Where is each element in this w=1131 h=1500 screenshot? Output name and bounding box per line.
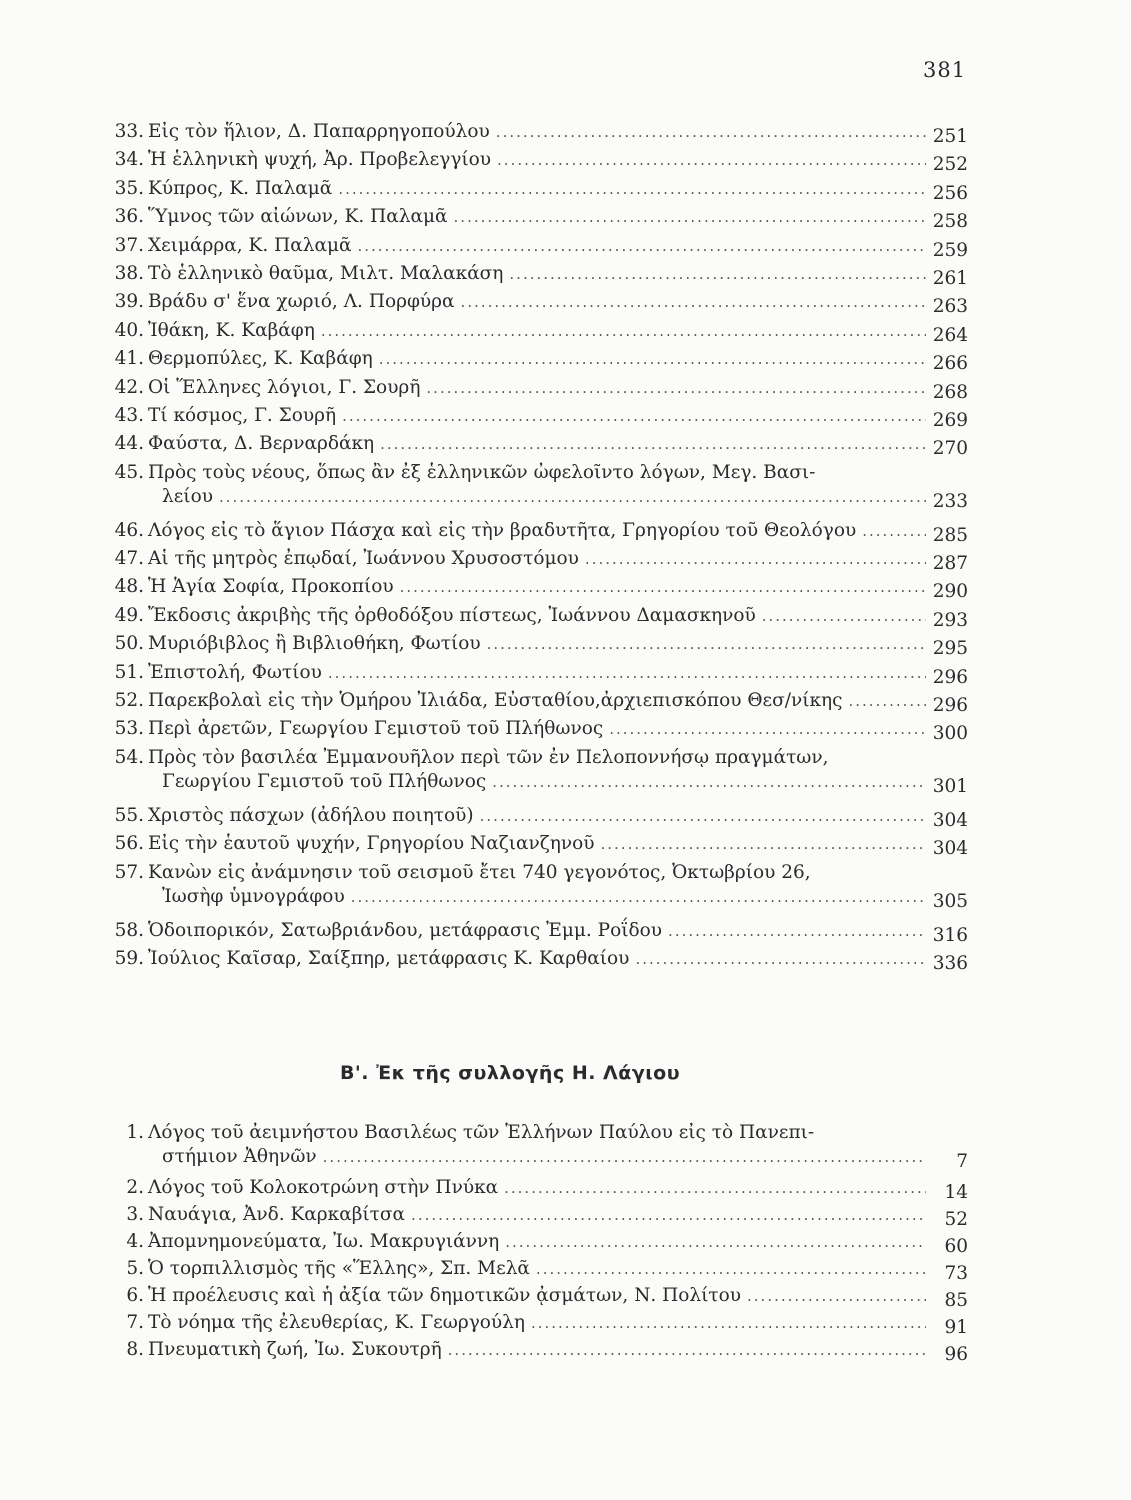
entry-page: 14 — [944, 1182, 968, 1203]
entry-title: Αἱ τῆς μητρὸς ἐπῳδαί, Ἰωάννου Χρυσοστόμου — [148, 548, 579, 570]
dot-leader — [505, 1230, 926, 1254]
dot-leader — [461, 290, 926, 314]
entry-page: 60 — [944, 1236, 968, 1257]
dot-leader — [380, 432, 926, 456]
entry-page: 293 — [932, 609, 968, 631]
dot-leader — [585, 547, 926, 571]
toc-entry — [104, 1311, 968, 1338]
toc-entry — [104, 661, 968, 689]
dot-leader — [536, 1257, 926, 1281]
entry-number: 2. — [126, 1177, 144, 1198]
entry-number: 48. — [114, 576, 144, 598]
toc-entry — [104, 919, 968, 947]
dot-leader — [323, 1145, 926, 1169]
dot-leader — [351, 885, 926, 909]
entry-title: Ἔκδοσις ἀκριβὴς τῆς ὀρθοδόξου πίστεως, Ἰωάννου Δαμασκηνοῦ — [148, 604, 756, 626]
dot-leader — [496, 120, 926, 144]
entry-number: 36. — [114, 206, 144, 228]
entry-number: 40. — [114, 319, 144, 341]
toc-entry — [104, 1230, 968, 1257]
entry-page: 52 — [944, 1209, 968, 1230]
toc-entry — [104, 1257, 968, 1284]
toc-entry — [104, 290, 968, 318]
dot-leader — [480, 804, 926, 828]
toc-entry — [104, 262, 968, 290]
entry-page: 316 — [932, 924, 968, 946]
entry-number: 56. — [114, 833, 144, 855]
entry-title: Τὸ ἑλληνικὸ θαῦμα, Μιλτ. Μαλακάση — [148, 262, 504, 284]
dot-leader — [357, 234, 926, 258]
toc-entry — [104, 632, 968, 660]
entry-page: 261 — [932, 267, 968, 289]
entry-page: 269 — [932, 409, 968, 431]
table-of-contents-b — [104, 1121, 968, 1365]
entry-number: 55. — [114, 804, 144, 826]
entry-page: 295 — [932, 638, 968, 660]
entry-title: Πνευματικὴ ζωή, Ἰω. Συκουτρῆ — [148, 1339, 442, 1360]
entry-number: 57. — [114, 861, 144, 883]
toc-entry — [104, 234, 968, 262]
dot-leader — [497, 148, 926, 172]
entry-title: Φαύστα, Δ. Βερναρδάκη — [148, 433, 375, 455]
entry-title: Ὁ τορπιλλισμὸς τῆς «Ἕλλης», Σπ. Μελᾶ — [148, 1258, 530, 1279]
dot-leader — [492, 770, 926, 794]
entry-page: 256 — [932, 182, 968, 204]
entry-title: Λόγος τοῦ Κολοκοτρώνη στὴν Πνύκα — [148, 1177, 499, 1198]
entry-title: Χειμάρρα, Κ. Παλαμᾶ — [148, 234, 352, 256]
entry-page: 304 — [932, 838, 968, 860]
entry-title: Χριστὸς πάσχων (ἀδήλου ποιητοῦ) — [148, 804, 474, 826]
entry-number: 59. — [114, 947, 144, 969]
entry-page: 233 — [932, 490, 968, 512]
entry-title: Ἀπομνημονεύματα, Ἰω. Μακρυγιάννη — [148, 1231, 500, 1252]
entry-title: Ναυάγια, Ἀνδ. Καρκαβίτσα — [148, 1204, 406, 1225]
dot-leader — [426, 376, 926, 400]
entry-number: 35. — [114, 177, 144, 199]
entry-number: 4. — [126, 1231, 144, 1252]
entry-number: 38. — [114, 262, 144, 284]
entry-page: 251 — [932, 126, 968, 147]
entry-number: 58. — [114, 919, 144, 941]
entry-number: 5. — [126, 1258, 144, 1279]
entry-title-continued: Γεωργίου Γεμιστοῦ τοῦ Πλήθωνος — [162, 770, 487, 792]
toc-entry — [104, 746, 968, 804]
dot-leader — [379, 347, 926, 371]
entry-number: 46. — [114, 519, 144, 541]
entry-page: 263 — [932, 296, 968, 318]
entry-page: 296 — [932, 666, 968, 688]
dot-leader — [531, 1311, 926, 1335]
entry-number: 52. — [114, 690, 144, 712]
dot-leader — [454, 205, 926, 229]
entry-number: 39. — [114, 291, 144, 313]
toc-entry — [104, 1284, 968, 1311]
entry-title: Τί κόσμος, Γ. Σουρῆ — [148, 404, 337, 426]
toc-entry — [104, 804, 968, 832]
entry-number: 42. — [114, 376, 144, 398]
toc-entry — [104, 832, 968, 860]
entry-page: 301 — [932, 775, 968, 797]
dot-leader — [509, 262, 926, 286]
dot-leader — [411, 1203, 926, 1227]
entry-title: Εἰς τὸν ἥλιον, Δ. Παπαρρηγοπούλου — [148, 121, 490, 142]
entry-title: Οἱ Ἕλληνες λόγιοι, Γ. Σουρῆ — [148, 376, 421, 398]
entry-page: 85 — [944, 1290, 968, 1311]
entry-title-continued: λείου — [162, 485, 213, 507]
entry-title: Ἡ προέλευσις καὶ ἡ ἀξία τῶν δημοτικῶν ᾀσμάτων, Ν. Πολίτου — [148, 1285, 742, 1306]
entry-title: Μυριόβιβλος ἢ Βιβλιοθήκη, Φωτίου — [148, 633, 481, 655]
entry-number: 33. — [114, 121, 144, 142]
page-number: 381 — [923, 58, 967, 82]
entry-number: 44. — [114, 433, 144, 455]
dot-leader — [848, 689, 926, 713]
toc-entry — [104, 519, 968, 547]
entry-title: Ἡ Ἁγία Σοφία, Προκοπίου — [148, 576, 394, 598]
entry-number: 54. — [114, 746, 144, 768]
toc-entry — [104, 575, 968, 603]
entry-number: 45. — [114, 461, 144, 483]
entry-title: Ἡ ἑλληνικὴ ψυχή, Ἀρ. Προβελεγγίου — [148, 149, 492, 171]
entry-title: Κύπρος, Κ. Παλαμᾶ — [148, 177, 333, 199]
entry-title: Κανὼν εἰς ἀνάμνησιν τοῦ σεισμοῦ ἔτει 740 γεγονότος, Ὀκτωβρίου 26, — [148, 861, 811, 883]
entry-title: Λόγος τοῦ ἀειμνήστου Βασιλέως τῶν Ἑλλήνων Παύλου εἰς τὸ Πανεπι- — [148, 1122, 815, 1143]
entry-page: 96 — [944, 1344, 968, 1365]
dot-leader — [400, 575, 926, 599]
entry-number: 41. — [114, 348, 144, 370]
dot-leader — [342, 404, 926, 428]
entry-number: 47. — [114, 548, 144, 570]
entry-page: 336 — [932, 952, 968, 974]
entry-title: Λόγος εἰς τὸ ἅγιον Πάσχα καὶ εἰς τὴν βραδυτῆτα, Γρηγορίου τοῦ Θεολόγου — [148, 519, 857, 541]
toc-entry — [104, 432, 968, 460]
entry-page: 7 — [956, 1151, 968, 1172]
entry-number: 37. — [114, 234, 144, 256]
toc-entry — [104, 861, 968, 919]
dot-leader — [487, 632, 926, 656]
section-b-heading: Β'. Ἐκ τῆς συλλογῆς Η. Λάγιου — [339, 1062, 681, 1084]
toc-entry — [104, 376, 968, 404]
entry-title: Βράδυ σ' ἕνα χωριό, Λ. Πορφύρα — [148, 291, 455, 313]
entry-number: 49. — [114, 604, 144, 626]
entry-title: Πρὸς τοὺς νέους, ὅπως ἂν ἐξ ἑλληνικῶν ὠφελοῖντο λόγων, Μεγ. Βασι- — [148, 461, 816, 483]
entry-title: Τὸ νόημα τῆς ἐλευθερίας, Κ. Γεωργούλη — [148, 1312, 525, 1333]
entry-page: 285 — [932, 524, 968, 546]
dot-leader — [862, 519, 926, 543]
toc-entry — [104, 347, 968, 375]
entry-page: 259 — [932, 239, 968, 261]
entry-title: Ἰούλιος Καῖσαρ, Σαίξπηρ, μετάφρασις Κ. Καρθαίου — [148, 947, 630, 969]
toc-entry — [104, 1338, 968, 1365]
toc-entry — [104, 177, 968, 205]
dot-leader — [321, 319, 926, 343]
entry-page: 305 — [932, 890, 968, 912]
entry-number: 7. — [126, 1312, 144, 1333]
dot-leader — [328, 661, 926, 685]
dot-leader — [504, 1176, 926, 1200]
toc-entry — [104, 689, 968, 717]
toc-entry — [104, 604, 968, 632]
toc-entry — [104, 947, 968, 975]
toc-entry — [104, 547, 968, 575]
toc-entry — [104, 461, 968, 519]
entry-title: Ἐπιστολή, Φωτίου — [148, 661, 322, 683]
entry-number: 50. — [114, 633, 144, 655]
entry-title: Παρεκβολαὶ εἰς τὴν Ὁμήρου Ἰλιάδα, Εὐσταθίου,ἀρχιεπισκόπου Θεσ/νίκης — [148, 690, 843, 712]
dot-leader — [609, 717, 926, 741]
entry-title: Περὶ ἀρετῶν, Γεωργίου Γεμιστοῦ τοῦ Πλήθωνος — [148, 718, 604, 740]
entry-page: 300 — [932, 723, 968, 745]
entry-title-continued: Ἰωσὴφ ὑμνογράφου — [162, 885, 345, 907]
entry-number: 43. — [114, 404, 144, 426]
dot-leader — [762, 604, 926, 628]
entry-number: 3. — [126, 1204, 144, 1225]
toc-entry — [104, 717, 968, 745]
entry-title: Ἰθάκη, Κ. Καβάφη — [148, 319, 315, 341]
entry-title: Θερμοπύλες, Κ. Καβάφη — [148, 348, 373, 370]
entry-number: 8. — [126, 1339, 144, 1360]
toc-entry — [104, 1121, 968, 1176]
entry-page: 258 — [932, 211, 968, 233]
toc-entry — [104, 404, 968, 432]
entry-title: Ὁδοιπορικόν, Σατωβριάνδου, μετάφρασις Ἐμμ. Ροΐδου — [148, 919, 663, 941]
entry-page: 304 — [932, 809, 968, 831]
entry-page: 266 — [932, 353, 968, 375]
entry-number: 53. — [114, 718, 144, 740]
entry-title: Εἰς τὴν ἑαυτοῦ ψυχήν, Γρηγορίου Ναζιανζηνοῦ — [148, 833, 595, 855]
entry-page: 270 — [932, 438, 968, 460]
entry-page: 287 — [932, 553, 968, 575]
entry-page: 252 — [932, 154, 968, 176]
entry-page: 290 — [932, 581, 968, 603]
entry-number: 51. — [114, 661, 144, 683]
entry-page: 264 — [932, 324, 968, 346]
dot-leader — [747, 1284, 926, 1308]
dot-leader — [219, 485, 926, 509]
dot-leader — [448, 1338, 926, 1362]
dot-leader — [668, 919, 926, 943]
entry-number: 34. — [114, 149, 144, 171]
entry-page: 268 — [932, 381, 968, 403]
toc-entry — [104, 1203, 968, 1230]
entry-title-continued: στήμιον Ἀθηνῶν — [162, 1146, 317, 1167]
entry-page: 296 — [932, 695, 968, 717]
entry-number: 1. — [126, 1122, 144, 1143]
toc-entry — [104, 319, 968, 347]
toc-entry — [104, 1176, 968, 1203]
dot-leader — [635, 947, 926, 971]
dot-leader — [601, 832, 927, 856]
toc-entry — [104, 120, 968, 148]
entry-page: 91 — [944, 1317, 968, 1338]
entry-page: 73 — [944, 1263, 968, 1284]
toc-entry — [104, 148, 968, 176]
dot-leader — [338, 177, 926, 201]
toc-entry — [104, 205, 968, 233]
entry-title: Πρὸς τὸν βασιλέα Ἐμμανουῆλον περὶ τῶν ἐν Πελοποννήσῳ πραγμάτων, — [148, 746, 829, 768]
entry-title: Ὕμνος τῶν αἰώνων, Κ. Παλαμᾶ — [148, 206, 448, 228]
table-of-contents-a — [104, 120, 968, 975]
entry-number: 6. — [126, 1285, 144, 1306]
